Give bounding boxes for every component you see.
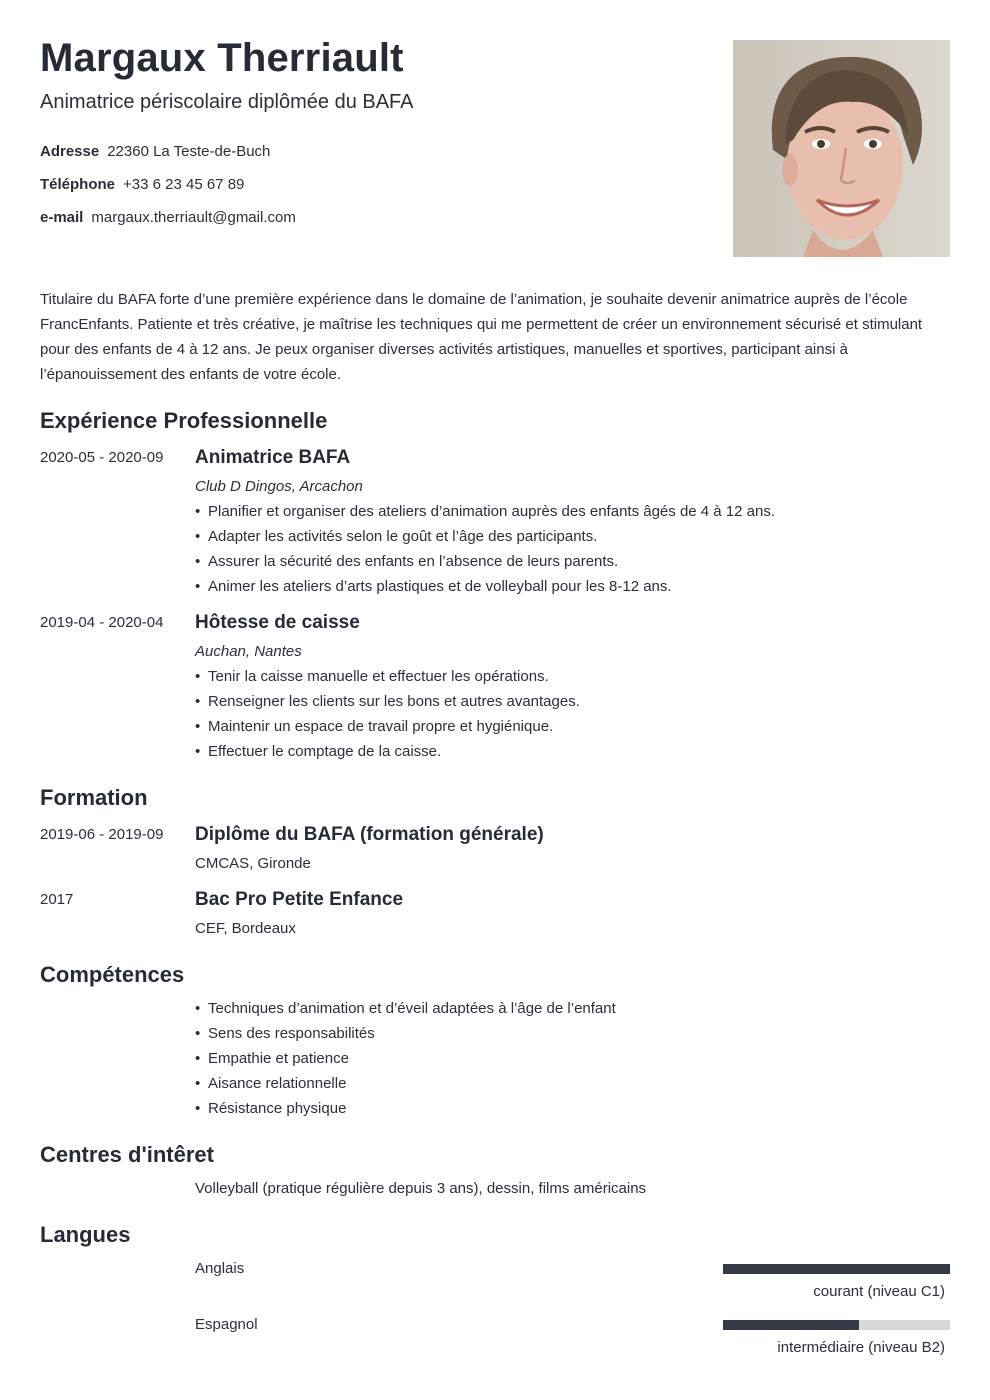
- experience-duties: [195, 499, 775, 599]
- experience-dates: 2020-05 - 2020-09: [40, 449, 164, 466]
- contact-address: [40, 143, 270, 160]
- duty-item: • Adapter les activités selon le goût et l’âge des participants.: [195, 524, 775, 549]
- experience-company: Auchan, Nantes: [195, 643, 302, 660]
- education-dates: 2017: [40, 891, 74, 908]
- section-title-education: Formation: [40, 785, 148, 810]
- skill-item: • Résistance physique: [195, 1096, 616, 1121]
- section-title-languages: Langues: [40, 1222, 131, 1247]
- section-title-skills: Compétences: [40, 962, 185, 987]
- experience-job-title: Hôtesse de caisse: [195, 612, 360, 633]
- interests-text: Volleyball (pratique régulière depuis 3 ans), dessin, films américains: [195, 1180, 647, 1197]
- duty-item: • Animer les ateliers d’arts plastiques et de volleyball pour les 8-12 ans.: [195, 574, 775, 599]
- language-level-fill: [723, 1264, 950, 1274]
- language-level-bar: [723, 1264, 950, 1274]
- contact-label: Téléphone: [40, 176, 116, 193]
- language-name: Espagnol: [195, 1316, 258, 1333]
- language-level-text: courant (niveau C1): [813, 1283, 945, 1300]
- education-degree: Bac Pro Petite Enfance: [195, 889, 404, 910]
- candidate-name: Margaux Therriault: [40, 36, 404, 80]
- profile-summary: Titulaire du BAFA forte d’une première expérience dans le domaine de l’animation, je souhaite devenir animatrice auprès de l’école FrancEnfants. Patiente et très créative, je maîtrise les techniques qui me permettent de créer un environnement sécurisé et stimulant pour des enfants de 4 à 12 ans. Je peux organiser diverses activités artistiques, manuelles et sportives, participant ainsi à l’épanouissement des enfants de votre école.: [40, 291, 923, 383]
- contact-value: +33 6 23 45 67 89: [123, 176, 245, 193]
- duty-item: • Tenir la caisse manuelle et effectuer les opérations.: [195, 664, 580, 689]
- contact-phone: [40, 176, 244, 193]
- language-level-bar: [723, 1320, 950, 1330]
- education-school: CMCAS, Gironde: [195, 855, 311, 872]
- section-title-experience: Expérience Professionnelle: [40, 408, 328, 433]
- language-level-text: intermédiaire (niveau B2): [777, 1339, 945, 1356]
- experience-job-title: Animatrice BAFA: [195, 447, 351, 468]
- candidate-title: Animatrice périscolaire diplômée du BAFA: [40, 91, 414, 113]
- experience-duties: [195, 664, 580, 764]
- language-name: Anglais: [195, 1260, 245, 1277]
- experience-company: Club D Dingos, Arcachon: [195, 478, 363, 495]
- skill-item: • Techniques d’animation et d’éveil adaptées à l’âge de l’enfant: [195, 996, 616, 1021]
- duty-item: • Maintenir un espace de travail propre et hygiénique.: [195, 714, 580, 739]
- language-level-fill: [723, 1320, 859, 1330]
- section-title-interests: Centres d'intêret: [40, 1142, 214, 1167]
- duty-item: • Effectuer le comptage de la caisse.: [195, 739, 580, 764]
- education-degree: Diplôme du BAFA (formation générale): [195, 824, 544, 845]
- contact-value: margaux.therriault@gmail.com: [91, 209, 296, 226]
- profile-photo: [733, 40, 950, 257]
- skill-item: • Aisance relationnelle: [195, 1071, 616, 1096]
- contact-email: [40, 209, 296, 226]
- experience-dates: 2019-04 - 2020-04: [40, 614, 164, 631]
- skill-item: • Sens des responsabilités: [195, 1021, 616, 1046]
- contact-label: e-mail: [40, 209, 84, 226]
- skills-list: [195, 996, 616, 1121]
- education-school: CEF, Bordeaux: [195, 920, 296, 937]
- contact-label: Adresse: [40, 143, 100, 160]
- duty-item: • Renseigner les clients sur les bons et autres avantages.: [195, 689, 580, 714]
- education-dates: 2019-06 - 2019-09: [40, 826, 164, 843]
- duty-item: • Planifier et organiser des ateliers d’animation auprès des enfants âgés de 4 à 12 ans.: [195, 499, 775, 524]
- duty-item: • Assurer la sécurité des enfants en l’absence de leurs parents.: [195, 549, 775, 574]
- skill-item: • Empathie et patience: [195, 1046, 616, 1071]
- contact-value: 22360 La Teste-de-Buch: [107, 143, 271, 160]
